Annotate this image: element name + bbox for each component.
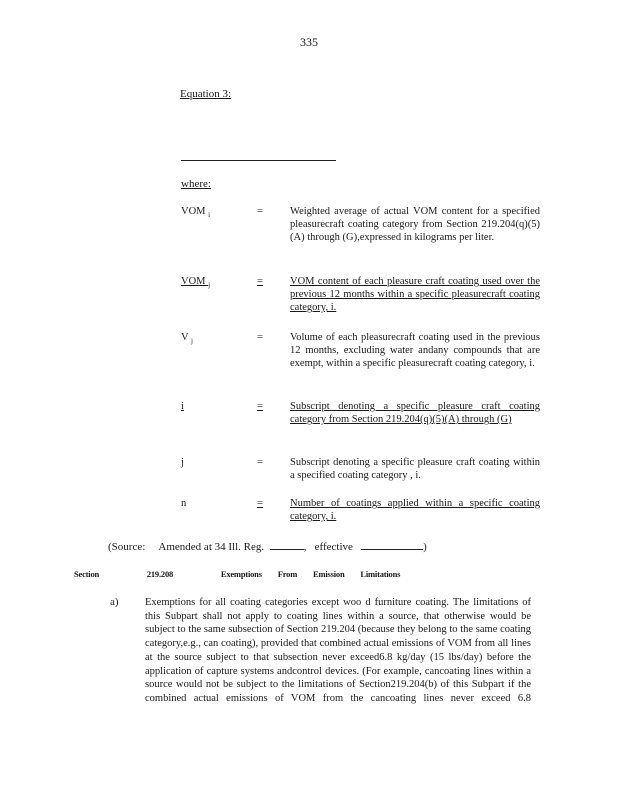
paragraph-label: a) [110, 596, 119, 608]
source-text: Amended at 34 Ill. Reg. [158, 541, 265, 553]
definition-equals: = [257, 206, 263, 217]
definition-description: VOM content of each pleasure craft coating used over the previous 12 months within a specific pleasurecraft coating category, i. [290, 276, 540, 313]
source-note [108, 540, 468, 554]
term-symbol: VOM [181, 206, 206, 217]
source-comma: , [303, 541, 307, 553]
section-title: Exemptions From Emission Limitations [220, 569, 401, 579]
definition-term [181, 331, 251, 348]
definition-term: j [181, 457, 184, 468]
description-text: Weighted average of actual VOM content for a specified pleasurecraft coating category from Section 219.204(q)(5)(A) through (G),expressed in kilograms per liter. [290, 206, 540, 243]
definition-term [181, 205, 251, 222]
page-number: 335 [300, 35, 318, 49]
equation-label [180, 88, 231, 101]
definition-equals: = [257, 498, 263, 509]
where-label: where: [181, 178, 211, 190]
source-effective: effective [314, 541, 353, 553]
source-open: (Source: [108, 541, 146, 553]
term-symbol: VOM [181, 276, 206, 287]
term-subscript: j [191, 337, 193, 346]
definition-description: Volume of each pleasurecraft coating used in the previous 12 months, excluding water andany compounds that are exempt, within a specific pleasurecraft coating category, i. [290, 332, 540, 369]
definition-equals: = [257, 401, 263, 412]
definition-description [290, 205, 540, 244]
paragraph-text: Exemptions for all coating categories except woo d furniture coating. The limitations of this Subpart shall not apply to coating lines within a source, that otherwise would be subject to the same subsection of Section 219.204 (because they belong to the same coating category,e.g., can coating), provided that combined actual emissions of VOM from all lines at the source subject to that subsection never exceed6.8 kg/day (15 lbs/day) before the application of capture systems andcontrol devices. (For example, cancoating lines within a source would not be subject to the limitations of Section219.204(b) of this Subpart if the combined actual emissions of VOM from the cancoating lines never exceed 6.8 [145, 597, 531, 704]
definition-description: Number of coatings applied within a specific coating category, i. [290, 498, 540, 522]
term-subscript: i [208, 211, 211, 220]
definition-term [181, 275, 251, 292]
definition-term: i [181, 401, 184, 412]
source-close: ) [423, 541, 427, 553]
definition-equals: = [257, 457, 263, 468]
source-blank-register [270, 540, 304, 550]
section-prefix: Section [74, 569, 100, 579]
section-number: 219.208 [146, 569, 174, 579]
equation-label-text: Equation 3: [180, 88, 232, 100]
section-heading [74, 568, 400, 581]
definition-equals: = [257, 276, 263, 287]
definition-description: Subscript denoting a specific pleasure craft coating within a specified coating category , i. [290, 457, 540, 481]
definition-description: Subscript denoting a specific pleasure craft coating category from Section 219.204(q)(5)(A) through (G) [290, 401, 540, 425]
term-subscript: j [208, 281, 211, 290]
definition-term: n [181, 498, 187, 509]
term-symbol: V [181, 332, 189, 343]
source-blank-date [361, 540, 423, 550]
equation-fraction-line [181, 160, 336, 161]
definition-equals: = [257, 332, 263, 343]
